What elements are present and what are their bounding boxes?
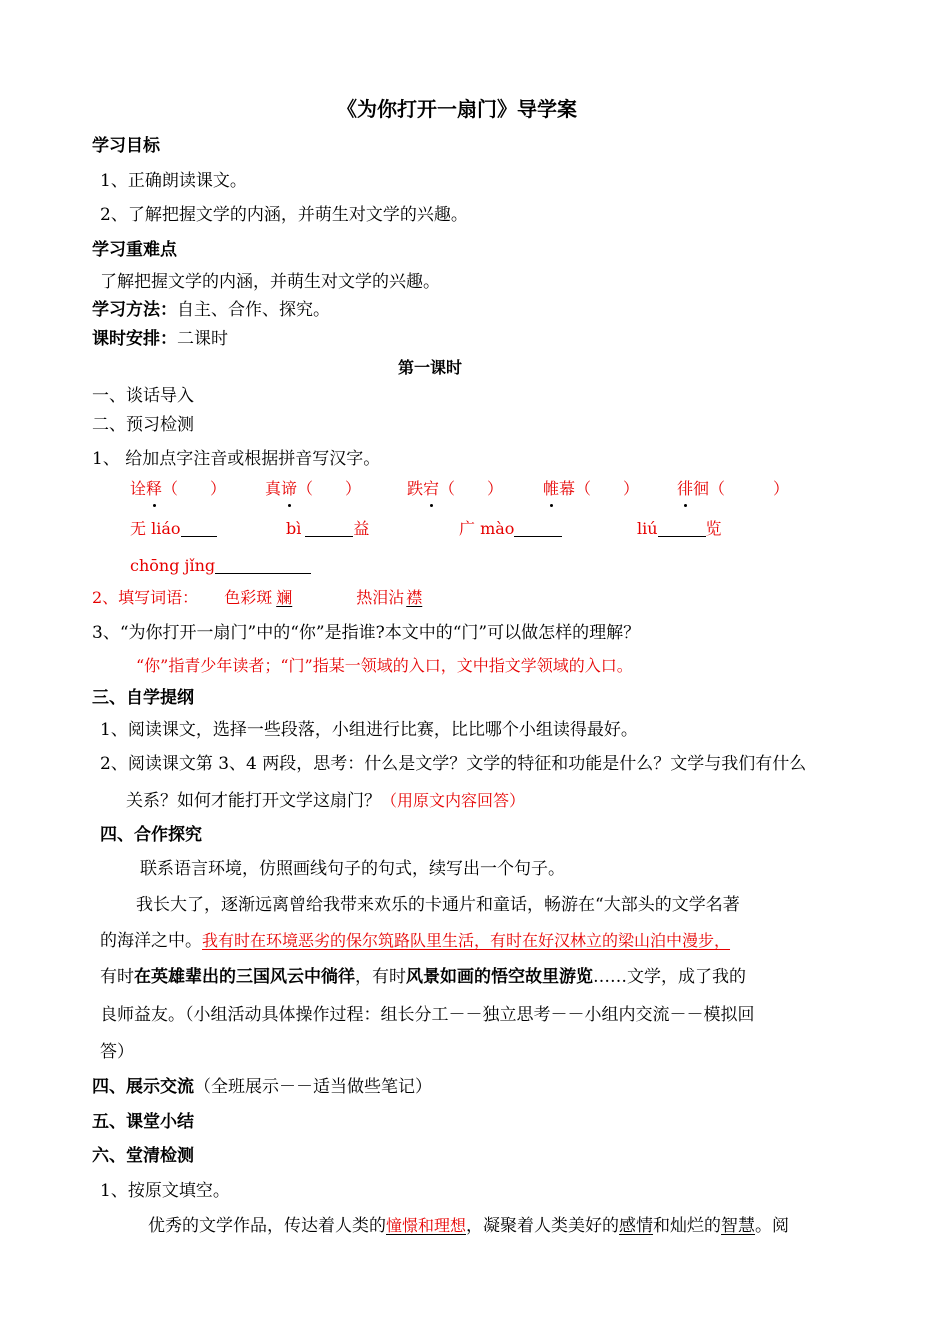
q1-paren: （ ） [709,479,790,498]
answer-blank[interactable] [305,518,353,537]
section-2: 二、预习检测 [92,415,194,435]
q1-row2-item [286,517,369,541]
goal-item: 2、了解把握文学的内涵，并萌生对文学的兴趣。 [100,205,468,225]
q1-row1-item [130,477,226,501]
q1-row1-item [265,477,361,501]
para-text: 的海洋之中。 [100,931,202,951]
q1-dotted-char: 宕 [423,479,440,498]
q1-row2-item [459,517,562,541]
q1-row1-item [407,477,503,501]
q1-paren: （ ） [297,479,362,498]
q1-paren: （ ） [439,479,504,498]
q1-dotted-char: 帷 [543,479,560,498]
key-points-heading: 学习重难点 [92,240,177,260]
section-3-heading: 三、自学提纲 [92,688,194,708]
pinyin: 无 liáo [130,519,181,538]
section-1: 一、谈话导入 [92,386,194,406]
section-4-heading: 四、合作探究 [100,825,202,845]
pinyin: liú [637,519,658,538]
fill-text: ，凝聚着人类美好的 [466,1216,620,1236]
fill-text: 和灿烂的 [653,1216,722,1236]
fill-text: 。阅 [755,1216,790,1236]
section-3-item-cont [126,789,525,813]
page-title: 《为你打开一扇门》导学案 [337,97,577,121]
q1-row2-item [637,517,722,541]
para-text: 有时 [100,967,134,987]
goals-heading: 学习目标 [92,136,160,156]
section-6-heading: 五、课堂小结 [92,1112,194,1132]
section-4-paragraph: 良师益友。（小组活动具体操作过程：组长分工－－独立思考－－小组内交流－－模拟回 [100,1005,755,1025]
schedule-label: 课时安排： [92,329,177,349]
para-bold: 风景如画的悟空故里游览 [406,967,593,987]
pinyin: chōng jǐng [130,556,216,575]
q2-label: 2、填写词语： [92,588,199,607]
section-4-paragraph: 答） [100,1042,134,1062]
answer-blank[interactable] [215,555,311,574]
q1-dotted-char: 谛 [281,479,298,498]
q2-fill: 襟 [406,588,423,607]
q2-word: 热泪沾 [356,588,405,607]
q1-dotted-char: 释 [146,479,163,498]
q1-row1-item [543,477,639,501]
q2-line [92,586,428,610]
fill-answer: 憧憬和理想 [386,1216,467,1235]
para-text: ，有时 [355,967,406,987]
answer-blank[interactable] [181,518,217,537]
section-4-paragraph [100,965,746,989]
q1-row3-item [130,554,311,578]
para-bold: 在英雄辈出的三国风云中徜徉 [134,967,355,987]
q1-text: 1、 给加点字注音或根据拼音写汉字。 [92,449,381,469]
q2-fill: 斓 [276,588,293,607]
q1-row1-item [677,477,789,501]
section-5-heading: 四、展示交流 [92,1077,194,1097]
q1-paren: （ ） [162,479,227,498]
lesson-heading: 第一课时 [398,358,463,377]
q3-text: 3、“为你打开一扇门”中的“你”是指谁?本文中的“门”可以做怎样的理解？ [92,623,641,643]
section-3-item: 2、阅读课文第 3、4 两段，思考：什么是文学？文学的特征和功能是什么？文学与我们有什么 [100,754,807,774]
q1-char: 幕 [559,479,576,498]
q1-dotted-char: 徘 [677,479,694,498]
fill-text: 优秀的文学作品，传达着人类的 [148,1216,386,1236]
method-line [92,298,330,322]
q2-word: 色彩斑 [224,588,273,607]
schedule-line [92,327,228,351]
pinyin: 广 mào [459,519,515,538]
q1-char: 跌 [407,479,424,498]
section-7-fill-line [148,1214,789,1238]
q1-paren: （ ） [575,479,640,498]
pinyin: bì [286,519,302,538]
section-5-note: （全班展示－－适当做些笔记） [194,1077,432,1097]
q1-char: 诠 [130,479,147,498]
q1-char: 益 [353,519,370,538]
key-points-text: 了解把握文学的内涵，并萌生对文学的兴趣。 [100,272,440,292]
section-7-heading: 六、堂清检测 [92,1146,194,1166]
section-4-intro: 联系语言环境，仿照画线句子的句式，续写出一个句子。 [140,859,565,879]
goal-item: 1、正确朗读课文。 [100,171,247,191]
q1-char: 徊 [693,479,710,498]
fill-answer: 智慧 [721,1216,756,1236]
underlined-sentence: 我有时在环境恶劣的保尔筑路队里生活，有时在好汉林立的梁山泊中漫步， [202,931,731,950]
section-5-line [92,1075,432,1099]
answer-blank[interactable] [514,518,562,537]
section-4-paragraph: 我长大了，逐渐远离曾给我带来欢乐的卡通片和童话，畅游在“大部头的文学名著 [136,895,740,915]
method-label: 学习方法： [92,300,177,320]
section-3-text: 关系？如何才能打开文学这扇门？ [126,791,381,811]
section-3-item: 1、阅读课文，选择一些段落，小组进行比赛，比比哪个小组读得最好。 [100,720,638,740]
fill-answer: 感情 [619,1216,654,1236]
section-3-note: （用原文内容回答） [381,791,526,810]
q1-char: 览 [705,519,722,538]
method-value: 自主、合作、探究。 [177,300,330,320]
para-text: ……文学，成了我的 [593,967,746,987]
q3-answer: “你”指青少年读者；“门”指某一领域的入口，文中指文学领域的入口。 [136,656,633,675]
q1-char: 真 [265,479,282,498]
answer-blank[interactable] [658,518,706,537]
q1-row2-item [130,517,217,541]
section-4-paragraph [100,929,730,953]
section-7-item: 1、按原文填空。 [100,1181,230,1201]
schedule-value: 二课时 [177,329,228,349]
